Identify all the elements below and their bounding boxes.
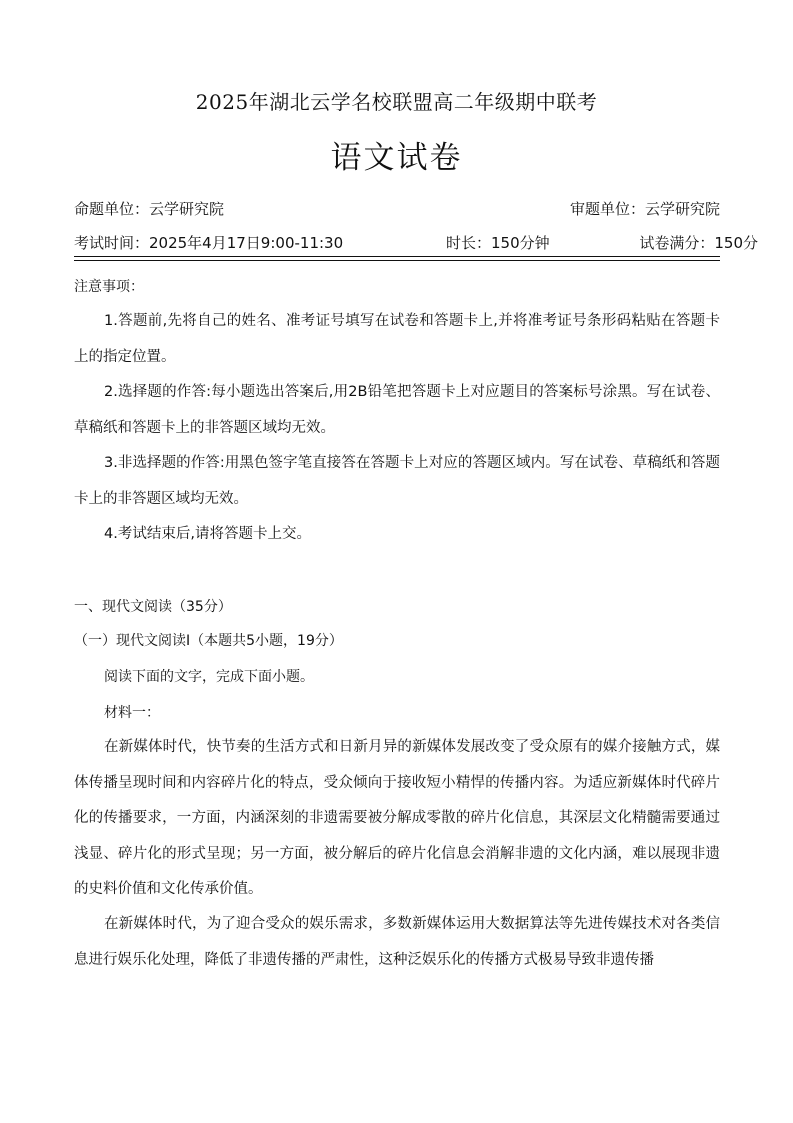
material-label: 材料一： (104, 705, 160, 721)
exam-title: 2025年湖北云学名校联盟高二年级期中联考 (195, 90, 598, 114)
header-divider-bottom (74, 260, 720, 261)
reviewer-unit: 审题单位：云学研究院 (569, 200, 720, 218)
notice-item: 2.选择题的作答:每小题选出答案后,用2B铅笔把答题卡上对应题目的答案标号涂黑。写在试卷、草稿纸和答题卡上的非答题区域均无效。 (74, 384, 720, 436)
section-instruction: 阅读下面的文字，完成下面小题。 (104, 669, 314, 685)
notice-item: 4.考试结束后,请将答题卡上交。 (104, 526, 311, 542)
header-divider-top (74, 256, 720, 257)
notice-item: 3.非选择题的作答:用黑色签字笔直接答在答题卡上对应的答题区域内。写在试卷、草稿纸和答题卡上的非答题区域均无效。 (74, 455, 720, 507)
meta-row-time (74, 232, 758, 253)
notice-heading: 注意事项： (74, 279, 144, 295)
material-paragraph: 在新媒体时代，为了迎合受众的娱乐需求，多数新媒体运用大数据算法等先进传媒技术对各类信息进行娱乐化处理，降低了非遗传播的严肃性，这种泛娱乐化的传播方式极易导致非遗传播 (74, 916, 720, 968)
exam-time: 考试时间：2025年4月17日9:00-11:30 (74, 234, 344, 252)
notice-item: 1.答题前,先将自己的姓名、准考证号填写在试卷和答题卡上,并将准考证号条形码粘贴在答题卡上的指定位置。 (74, 313, 720, 365)
full-score: 试卷满分：150分 (639, 234, 758, 252)
material-paragraph: 在新媒体时代，快节奏的生活方式和日新月异的新媒体发展改变了受众原有的媒介接触方式，媒体传播呈现时间和内容碎片化的特点，受众倾向于接收短小精悍的传播内容。为适应新媒体时代碎片化的传播要求，一方面，内涵深刻的非遗需要被分解成零散的碎片化信息，其深层文化精髓需要通过浅显、碎片化的形式呈现；另一方面，被分解后的碎片化信息会消解非遗的文化内涵，难以展现非遗的史料价值和文化传承价值。 (74, 739, 720, 897)
setter-unit: 命题单位：云学研究院 (74, 200, 225, 218)
meta-row-units (74, 198, 720, 219)
section-subtitle: （一）现代文阅读Ⅰ（本题共5小题，19分） (74, 633, 343, 649)
exam-duration: 时长：150分钟 (446, 234, 550, 252)
paper-title: 语文试卷 (330, 140, 463, 176)
section-title: 一、现代文阅读（35分） (74, 599, 232, 615)
